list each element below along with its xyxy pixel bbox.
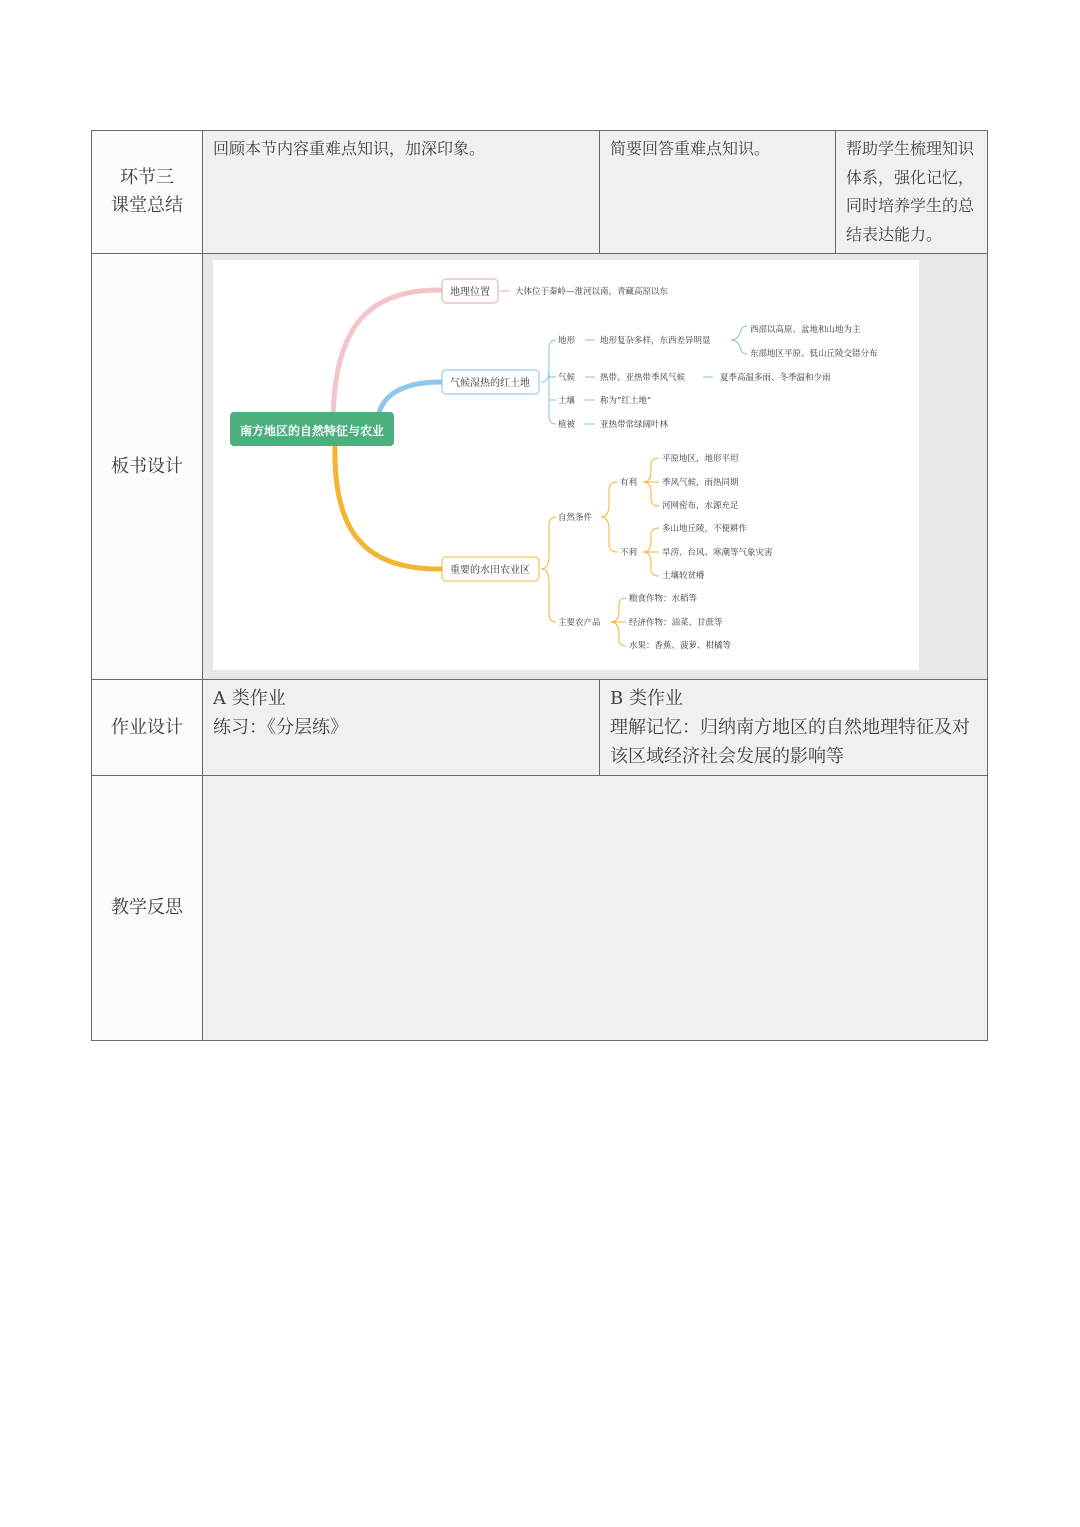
branch-curve-location	[333, 290, 441, 425]
homework-b-cell	[600, 680, 988, 776]
unfavorable-label: 不利	[620, 548, 638, 558]
reflection-content	[203, 776, 988, 1041]
favorable-2: 季风气候，雨热同期	[662, 478, 739, 488]
product-1: 粮食作物：水稻等	[629, 594, 698, 604]
terrain-east: 东部地区平原、低山丘陵交错分布	[750, 349, 878, 359]
reflection-label: 教学反思	[92, 776, 203, 1041]
homework-a-cell	[203, 680, 600, 776]
root-node: 南方地区的自然特征与农业	[239, 424, 385, 438]
terrain-west: 西部以高原、盆地和山地为主	[750, 325, 861, 335]
summary-label-line1: 环节三	[120, 167, 174, 188]
terrain-label: 地形	[558, 336, 576, 346]
branch-curve-agriculture	[335, 445, 441, 569]
unfavorable-1: 多山地丘陵，不便耕作	[662, 524, 748, 534]
favorable-3: 河网密布，水源充足	[662, 501, 739, 511]
homework-b-body: 理解记忆：归纳南方地区的自然地理特征及对该区域经济社会发展的影响等	[610, 717, 970, 767]
board-design-row	[92, 254, 988, 680]
products-label: 主要农产品	[558, 618, 601, 628]
student-activity-cell: 简要回答重难点知识。	[600, 131, 836, 254]
climate-detail: 夏季高温多雨、冬季温和少雨	[720, 373, 831, 383]
veg-desc: 亚热带常绿阔叶林	[600, 420, 669, 430]
natural-label: 自然条件	[558, 513, 593, 523]
product-2: 经济作物：油菜、甘蔗等	[629, 618, 723, 628]
product-3: 水果：香蕉、菠萝、柑橘等	[629, 641, 732, 651]
homework-b-title: B 类作业	[610, 688, 683, 709]
summary-label-line2: 课堂总结	[111, 195, 183, 216]
branch3-label: 重要的水田农业区	[450, 565, 530, 576]
climate-desc: 热带、亚热带季风气候	[600, 373, 686, 383]
board-design-cell	[203, 254, 988, 680]
design-intent-cell: 帮助学生梳理知识体系，强化记忆，同时培养学生的总结表达能力。	[836, 131, 988, 254]
branch1-label: 地理位置	[450, 287, 490, 298]
homework-a-title: A 类作业	[213, 688, 286, 709]
favorable-1: 平原地区，地形平坦	[662, 454, 739, 464]
homework-label: 作业设计	[92, 680, 203, 776]
soil-label: 土壤	[558, 396, 576, 406]
veg-label: 植被	[558, 420, 576, 430]
mind-map	[213, 260, 919, 670]
lesson-plan-table	[91, 130, 988, 1041]
unfavorable-2: 旱涝、台风、寒潮等气象灾害	[662, 548, 773, 558]
board-design-label: 板书设计	[92, 254, 203, 680]
reflection-row	[92, 776, 988, 1041]
terrain-desc: 地形复杂多样，东西差异明显	[600, 336, 711, 346]
soil-desc: 称为“红土地”	[600, 396, 652, 406]
homework-row	[92, 680, 988, 776]
climate-label: 气候	[558, 373, 576, 383]
summary-row	[92, 131, 988, 254]
unfavorable-3: 土壤较贫瘠	[662, 571, 705, 581]
favorable-label: 有利	[620, 478, 638, 488]
branch2-label: 气候湿热的红土地	[450, 378, 530, 389]
teacher-activity-cell: 回顾本节内容重难点知识，加深印象。	[203, 131, 600, 254]
summary-label-cell	[92, 131, 203, 254]
homework-a-body: 练习：《分层练》	[213, 717, 348, 738]
branch1-desc: 大体位于秦岭—淮河以南，青藏高原以东	[515, 287, 669, 297]
